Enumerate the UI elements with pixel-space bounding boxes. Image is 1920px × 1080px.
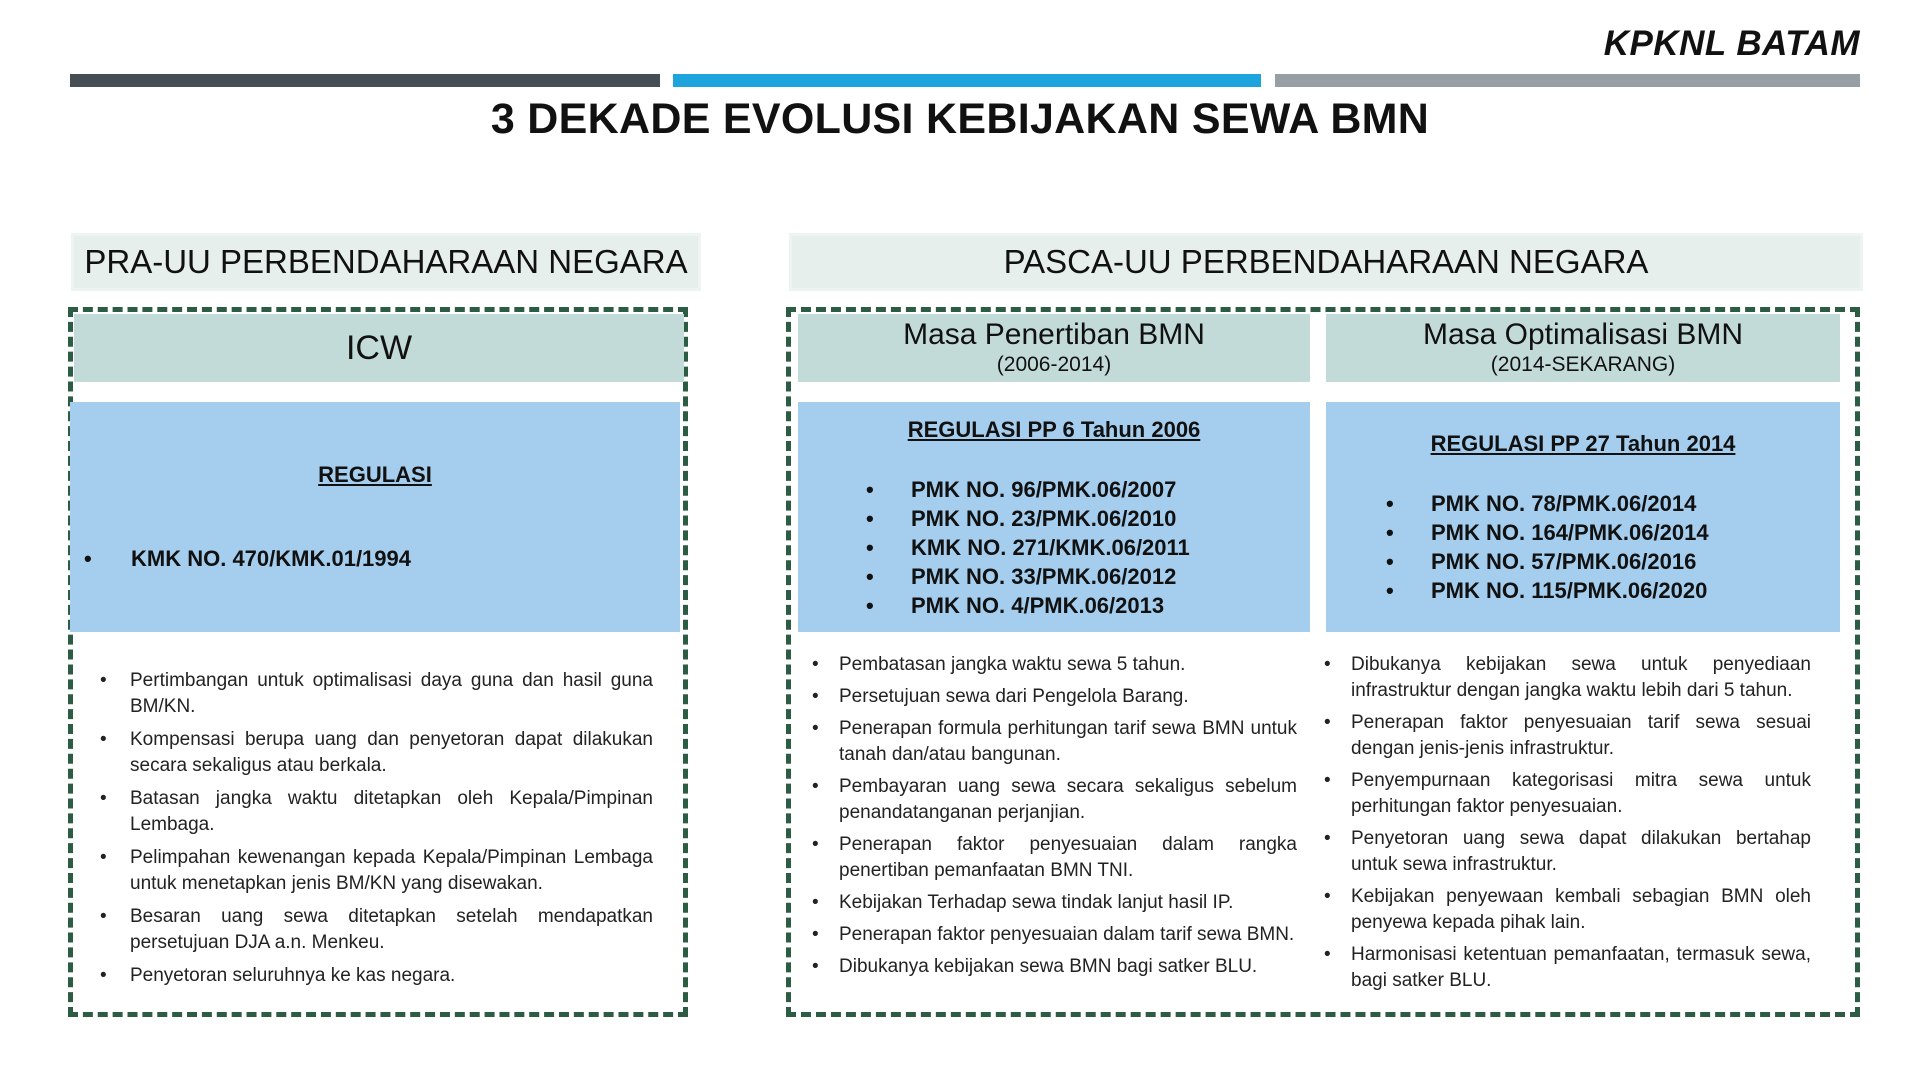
section-header-pasca [792, 236, 1860, 288]
regulation-list-optimalisasi [1326, 489, 1840, 605]
list-item: • Penyetoran seluruhnya ke kas negara. [100, 963, 653, 989]
list-item: • Batasan jangka waktu ditetapkan oleh Kepala/Pimpinan Lembaga. [100, 786, 653, 838]
list-item: • Pembayaran uang sewa secara sekaligus sebelum penandatanganan perjanjian. [812, 774, 1297, 826]
page-title: 3 DEKADE EVOLUSI KEBIJAKAN SEWA BMN [490, 95, 1430, 143]
column-period-penertiban: (2006-2014) [996, 353, 1112, 376]
list-item: • Penerapan formula perhitungan tarif sewa BMN untuk tanah dan/atau bangunan. [812, 716, 1297, 768]
list-item: • Penyetoran uang sewa dapat dilakukan bertahap untuk sewa infrastruktur. [1324, 826, 1811, 878]
regulation-list-icw [70, 546, 680, 572]
regulation-box-icw [70, 402, 680, 632]
column-header-icw [74, 314, 684, 382]
regulation-box-optimalisasi [1326, 402, 1840, 632]
regulation-title-optimalisasi: REGULASI PP 27 Tahun 2014 [1430, 431, 1736, 456]
list-item: • Kebijakan Terhadap sewa tindak lanjut hasil IP. [812, 890, 1297, 916]
regulation-list-penertiban [798, 475, 1310, 620]
list-item: • Besaran uang sewa ditetapkan setelah mendapatkan persetujuan DJA a.n. Menkeu. [100, 904, 653, 956]
regulation-item: • PMK NO. 115/PMK.06/2020 [1326, 576, 1840, 605]
column-title-icw: ICW [345, 329, 413, 367]
regulation-item: • PMK NO. 33/PMK.06/2012 [798, 562, 1310, 591]
list-item: • Penerapan faktor penyesuaian dalam tarif sewa BMN. [812, 922, 1297, 948]
column-header-penertiban [798, 314, 1310, 382]
list-item: • Dibukanya kebijakan sewa BMN bagi satker BLU. [812, 954, 1297, 980]
column-title-penertiban: Masa Penertiban BMN [903, 318, 1205, 351]
header-stripe-blue [673, 74, 1261, 87]
header-stripe-dark [70, 74, 660, 87]
list-item: • Kebijakan penyewaan kembali sebagian BMN oleh penyewa kepada pihak lain. [1324, 884, 1811, 936]
list-item: • Pertimbangan untuk optimalisasi daya guna dan hasil guna BM/KN. [100, 668, 653, 720]
regulation-item: • PMK NO. 164/PMK.06/2014 [1326, 518, 1840, 547]
regulation-title-icw: REGULASI [318, 462, 432, 487]
list-item: • Dibukanya kebijakan sewa untuk penyediaan infrastruktur dengan jangka waktu lebih dari 5 tahun. [1324, 652, 1811, 704]
regulation-item: • PMK NO. 23/PMK.06/2010 [798, 504, 1310, 533]
list-item: • Harmonisasi ketentuan pemanfaatan, termasuk sewa, bagi satker BLU. [1324, 942, 1811, 994]
column-title-optimalisasi: Masa Optimalisasi BMN [1422, 318, 1744, 351]
header-stripe-gray [1275, 74, 1860, 87]
regulation-item: • PMK NO. 78/PMK.06/2014 [1326, 489, 1840, 518]
regulation-box-penertiban [798, 402, 1310, 632]
regulation-item: • KMK NO. 271/KMK.06/2011 [798, 533, 1310, 562]
list-item: • Pelimpahan kewenangan kepada Kepala/Pimpinan Lembaga untuk menetapkan jenis BM/KN yang disewakan. [100, 845, 653, 897]
brand-label: KPKNL BATAM [1603, 24, 1860, 63]
section-header-pasca-label: PASCA-UU PERBENDAHARAAN NEGARA [1003, 243, 1649, 280]
regulation-item: • PMK NO. 57/PMK.06/2016 [1326, 547, 1840, 576]
list-item: • Kompensasi berupa uang dan penyetoran dapat dilakukan secara sekaligus atau berkala. [100, 727, 653, 779]
column-period-optimalisasi: (2014-SEKARANG) [1490, 353, 1676, 376]
section-header-pra-label: PRA-UU PERBENDAHARAAN NEGARA [84, 243, 688, 280]
list-item: • Penerapan faktor penyesuaian tarif sewa sesuai dengan jenis-jenis infrastruktur. [1324, 710, 1811, 762]
points-list-icw [100, 668, 653, 996]
list-item: • Penerapan faktor penyesuaian dalam rangka penertiban pemanfaatan BMN TNI. [812, 832, 1297, 884]
regulation-title-penertiban: REGULASI PP 6 Tahun 2006 [907, 417, 1201, 442]
regulation-item: • PMK NO. 4/PMK.06/2013 [798, 591, 1310, 620]
regulation-item: • PMK NO. 96/PMK.06/2007 [798, 475, 1310, 504]
points-list-penertiban [812, 652, 1297, 986]
column-header-optimalisasi [1326, 314, 1840, 382]
points-list-optimalisasi [1324, 652, 1811, 1000]
section-header-pra [74, 236, 698, 288]
list-item: • Penyempurnaan kategorisasi mitra sewa untuk perhitungan faktor penyesuaian. [1324, 768, 1811, 820]
regulation-item: • KMK NO. 470/KMK.01/1994 [70, 546, 680, 572]
list-item: • Pembatasan jangka waktu sewa 5 tahun. [812, 652, 1297, 678]
list-item: • Persetujuan sewa dari Pengelola Barang. [812, 684, 1297, 710]
